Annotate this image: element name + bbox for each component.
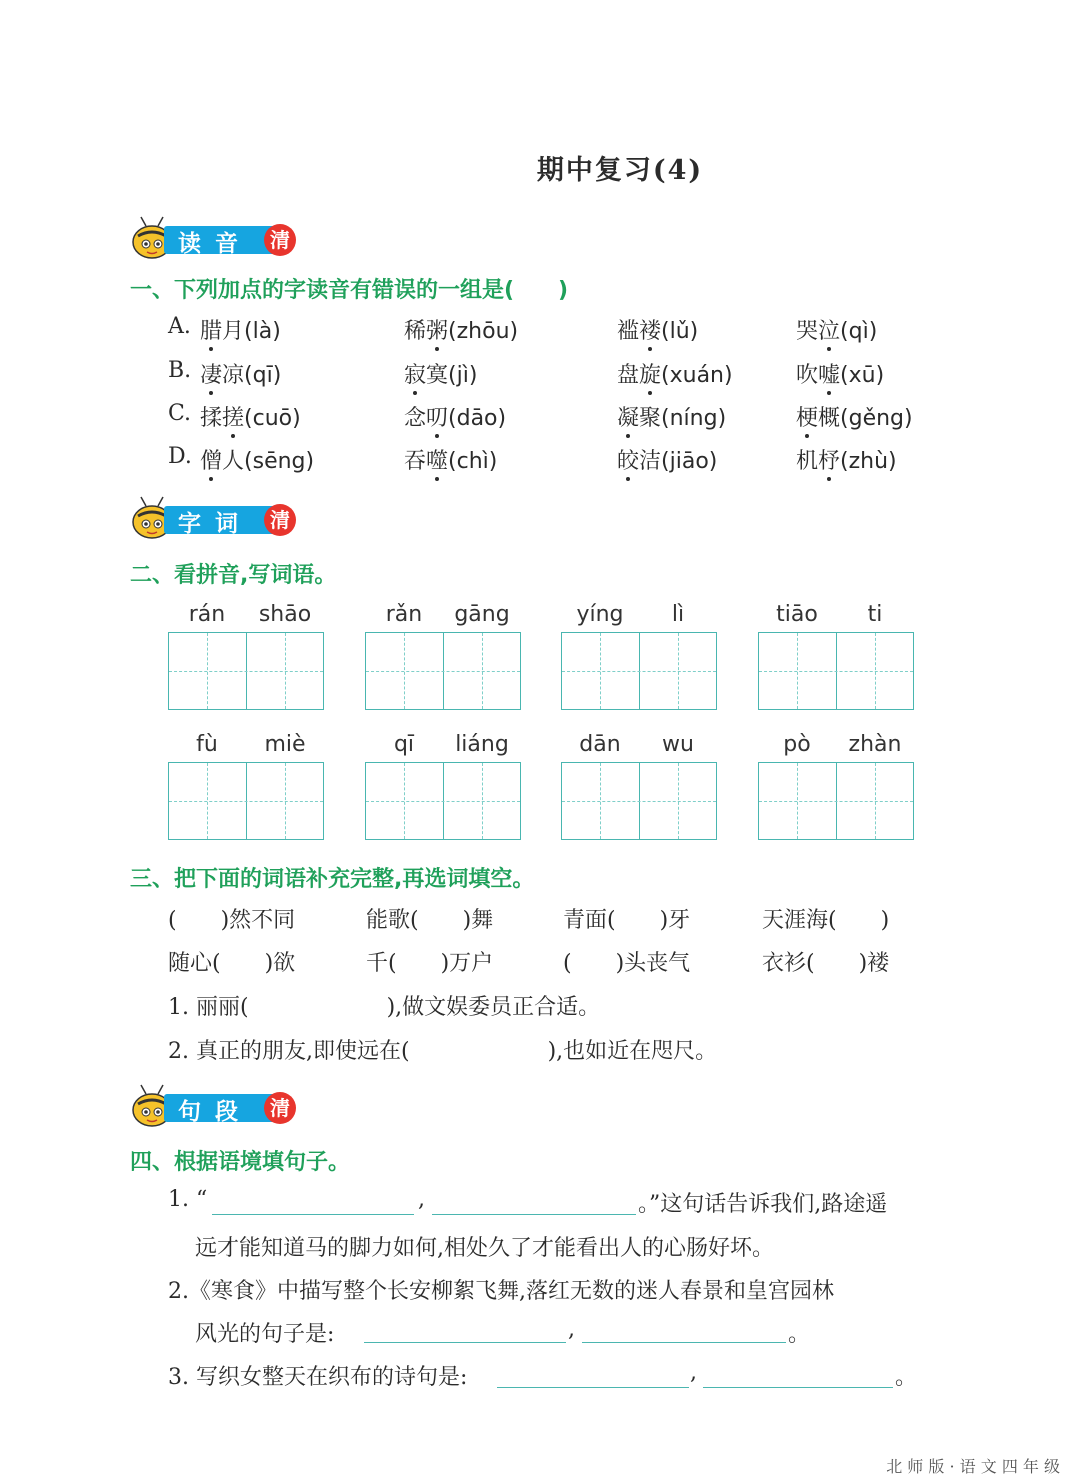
option-char: 吞 [404,449,427,474]
pinyin-label: qī [393,732,415,757]
option-word [200,358,281,389]
option-pinyin: (xuán) [661,363,733,388]
option-char: 叨 [426,406,449,431]
q4-s2-line1: 2.《寒食》中描写整个长安柳絮飞舞,落红无数的迷人春景和皇宫园林 [168,1279,834,1304]
option-char: 嘘 [818,363,841,388]
section-banner-words [128,494,300,540]
option-char: 凉 [222,363,245,388]
option-word [796,314,877,345]
option-pinyin: (xū) [840,363,885,388]
option-word [617,444,717,475]
answer-line[interactable] [703,1387,893,1388]
option-char: 洁 [639,449,662,474]
banner-text: 句段 [178,1099,252,1125]
page-footer: 北 师 版 · 语 文 四 年 级 [886,1457,1060,1476]
option-char: 泣 [818,319,841,344]
fill-sentence-1: 1. 丽丽( ),做文娱委员正合适。 [168,995,601,1020]
option-pinyin: (chì) [448,449,498,474]
q4-s1-comma: , [418,1187,425,1212]
banner-text: 字词 [178,511,252,537]
option-word [404,444,497,475]
pinyin-label: ti [867,602,883,627]
option-word [404,314,518,345]
question-4-heading: 四、根据语境填句子。 [130,1150,351,1175]
banner-text: 读音 [178,231,252,257]
idiom-blank[interactable]: 能歌( )舞 [366,908,494,933]
option-char: 凝 [617,406,640,431]
answer-line[interactable] [364,1342,566,1343]
writing-box[interactable] [365,632,521,710]
writing-box[interactable] [365,762,521,840]
option-word [617,358,733,389]
pinyin-label: tiāo [776,602,818,627]
option-word [796,401,913,432]
q4-s3-end: 。 [895,1365,918,1390]
option-char: 吹 [796,363,819,388]
section-banner-sentences [128,1082,300,1128]
option-pinyin: (dāo) [448,406,507,431]
answer-line[interactable] [497,1387,689,1388]
option-label[interactable]: D. [168,444,192,469]
question-3-heading: 三、把下面的词语补充完整,再选词填空。 [130,867,535,892]
option-pinyin: (lǔ) [661,319,699,344]
option-char: 皎 [617,449,640,474]
question-1-heading: 一、下列加点的字读音有错误的一组是( ) [130,278,569,303]
option-word [404,401,506,432]
q4-s2-end: 。 [788,1322,811,1347]
option-word [617,401,726,432]
option-word [200,314,281,345]
option-char: 杼 [818,449,841,474]
writing-box[interactable] [168,632,324,710]
pinyin-label: liáng [455,732,509,757]
pinyin-label: yíng [576,602,624,627]
option-char: 粥 [426,319,449,344]
option-label[interactable]: B. [168,358,192,383]
option-char: 盘 [617,363,640,388]
idiom-blank[interactable]: 衣衫( )褛 [762,951,890,976]
pinyin-label: lì [671,602,685,627]
writing-box[interactable] [758,762,914,840]
answer-line[interactable] [432,1214,636,1215]
q4-s2-comma: , [568,1317,575,1342]
option-word [796,358,884,389]
pinyin-label: zhàn [848,732,902,757]
q4-s1-end: 。”这句话告诉我们,路途遥 [638,1192,888,1217]
option-word [796,444,897,475]
option-word [404,358,477,389]
question-2-heading: 二、看拼音,写词语。 [130,563,337,588]
idiom-blank[interactable]: ( )头丧气 [563,951,691,976]
banner-mark: 清 [264,1092,296,1124]
idiom-blank[interactable]: 千( )万户 [366,951,494,976]
fill-sentence-2: 2. 真正的朋友,即使远在( ),也如近在咫尺。 [168,1039,718,1064]
option-label[interactable]: A. [168,314,191,339]
option-pinyin: (là) [244,319,281,344]
option-char: 念 [404,406,427,431]
page-title: 期中复习(4) [536,155,704,186]
writing-box[interactable] [758,632,914,710]
option-pinyin: (sēng) [244,449,315,474]
option-char: 机 [796,449,819,474]
option-char: 月 [222,319,245,344]
q4-s2-line2: 风光的句子是: [195,1322,335,1347]
q4-s1-line2: 远才能知道马的脚力如何,相处久了才能看出人的心肠好坏。 [195,1236,774,1261]
pinyin-label: pò [783,732,811,757]
option-char: 聚 [639,406,662,431]
pinyin-label: miè [264,732,306,757]
option-char: 噬 [426,449,449,474]
option-char: 揉 [200,406,223,431]
pinyin-label: gāng [454,602,510,627]
idiom-blank[interactable]: 青面( )牙 [563,908,691,933]
writing-box[interactable] [561,762,717,840]
pinyin-label: wu [662,732,694,757]
pinyin-label: rǎn [385,602,423,627]
pinyin-label: shāo [258,602,312,627]
option-pinyin: (qì) [840,319,878,344]
option-char: 褛 [639,319,662,344]
option-label[interactable]: C. [168,401,192,426]
option-char: 凄 [200,363,223,388]
option-pinyin: (gěng) [840,406,913,431]
option-char: 寂 [404,363,427,388]
idiom-blank[interactable]: 天涯海( ) [762,908,890,933]
writing-box[interactable] [168,762,324,840]
option-pinyin: (jì) [448,363,478,388]
q4-s1-prefix: 1. “ [168,1187,208,1212]
option-char: 人 [222,449,245,474]
option-char: 僧 [200,449,223,474]
pinyin-label: dān [579,732,621,757]
idiom-blank[interactable]: 随心( )欲 [168,951,296,976]
option-char: 腊 [200,319,223,344]
option-word [617,314,698,345]
option-pinyin: (jiāo) [661,449,718,474]
option-char: 褴 [617,319,640,344]
banner-mark: 清 [264,504,296,536]
option-char: 旋 [639,363,662,388]
banner-mark: 清 [264,224,296,256]
option-word [200,401,301,432]
writing-box[interactable] [561,632,717,710]
option-pinyin: (zhōu) [448,319,519,344]
idiom-blank[interactable]: ( )然不同 [168,908,296,933]
option-word [200,444,314,475]
answer-line[interactable] [582,1342,786,1343]
section-banner-reading [128,214,300,260]
option-pinyin: (qī) [244,363,282,388]
option-char: 搓 [222,406,245,431]
pinyin-label: rán [188,602,226,627]
pinyin-label: fù [196,732,218,757]
option-pinyin: (zhù) [840,449,897,474]
q4-s3: 3. 写织女整天在织布的诗句是: [168,1365,468,1390]
option-char: 哭 [796,319,819,344]
option-pinyin: (níng) [661,406,727,431]
option-char: 寞 [426,363,449,388]
q4-s3-comma: , [690,1360,697,1385]
answer-line[interactable] [212,1214,414,1215]
option-pinyin: (cuō) [244,406,301,431]
option-char: 稀 [404,319,427,344]
option-char: 概 [818,406,841,431]
option-char: 梗 [796,406,819,431]
